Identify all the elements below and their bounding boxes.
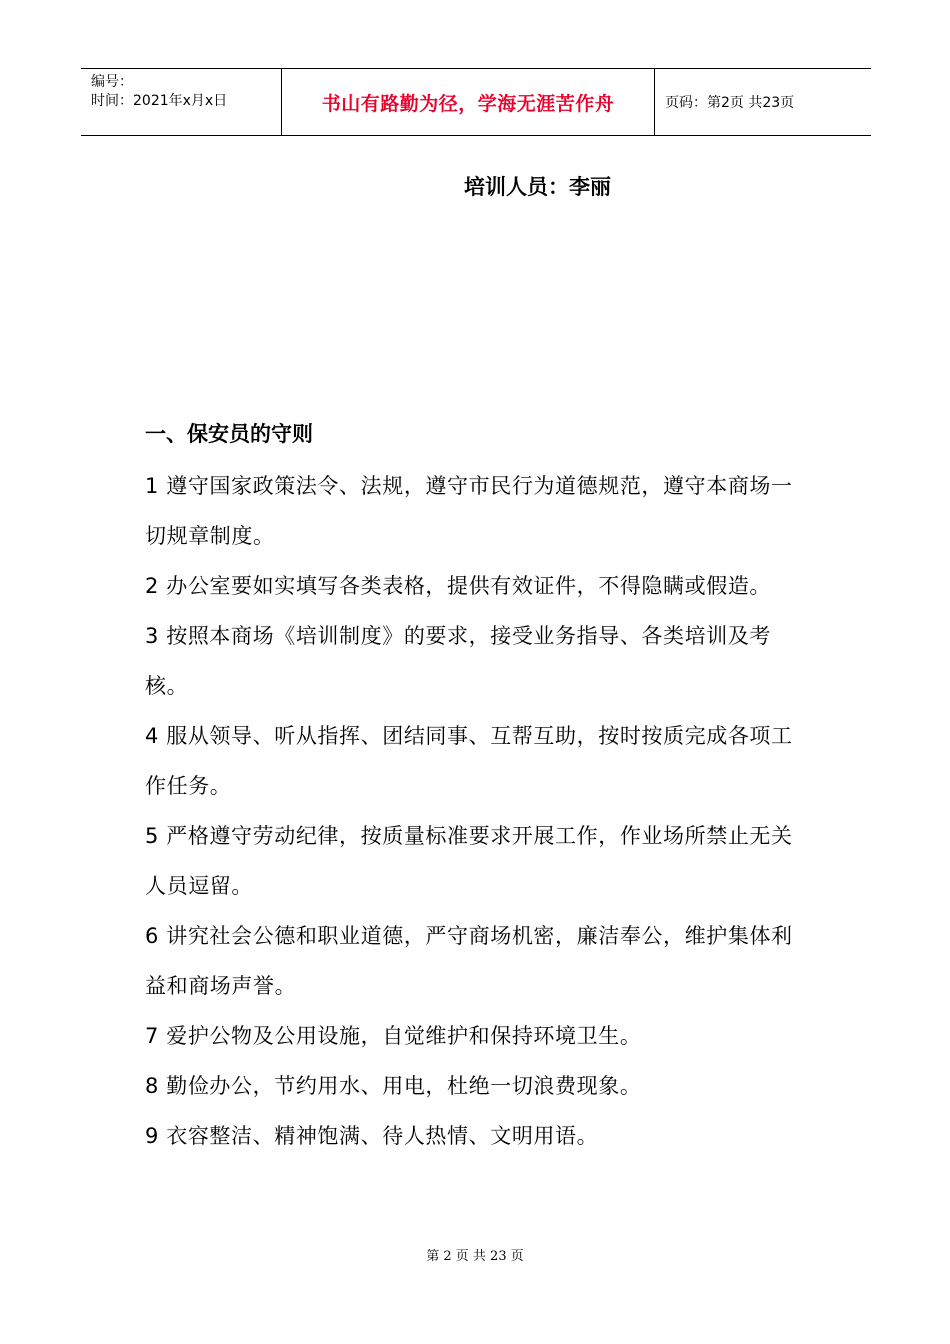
rule-item: 4 服从领导、听从指挥、团结同事、互帮互助，按时按质完成各项工作任务。 xyxy=(145,724,793,798)
rule-item: 5 严格遵守劳动纪律，按质量标准要求开展工作，作业场所禁止无关人员逗留。 xyxy=(145,824,793,898)
number-label: 编号： xyxy=(91,74,133,90)
rule-item: 7 爱护公物及公用设施，自觉维护和保持环境卫生。 xyxy=(145,1024,642,1048)
rule-item: 3 按照本商场《培训制度》的要求，接受业务指导、各类培训及考核。 xyxy=(145,624,772,698)
document-header xyxy=(81,68,871,136)
date-label: 时间：2021年x月x日 xyxy=(91,93,228,109)
rule-item: 6 讲究社会公德和职业道德，严守商场机密，廉洁奉公，维护集体利益和商场声誉。 xyxy=(145,924,793,998)
rule-item: 9 衣容整洁、精神饱满、待人热情、文明用语。 xyxy=(145,1124,599,1148)
page-info: 页码：第2页 共23页 xyxy=(665,95,795,111)
section-title: 一、保安员的守则 xyxy=(145,422,313,446)
motto-text: 书山有路勤为径，学海无涯苦作舟 xyxy=(321,92,615,115)
rule-item: 2 办公室要如实填写各类表格，提供有效证件，不得隐瞒或假造。 xyxy=(145,574,772,598)
rule-item: 8 勤俭办公，节约用水、用电，杜绝一切浪费现象。 xyxy=(145,1074,642,1098)
header-page-cell xyxy=(655,69,871,135)
header-motto-cell xyxy=(282,69,655,135)
trainer-line: 培训人员：李丽 xyxy=(464,175,611,199)
rule-item: 1 遵守国家政策法令、法规，遵守市民行为道德规范，遵守本商场一切规章制度。 xyxy=(145,474,793,548)
page-footer: 第 2 页 共 23 页 xyxy=(426,1249,524,1264)
header-meta-cell xyxy=(81,69,282,135)
document-body xyxy=(145,418,795,1161)
